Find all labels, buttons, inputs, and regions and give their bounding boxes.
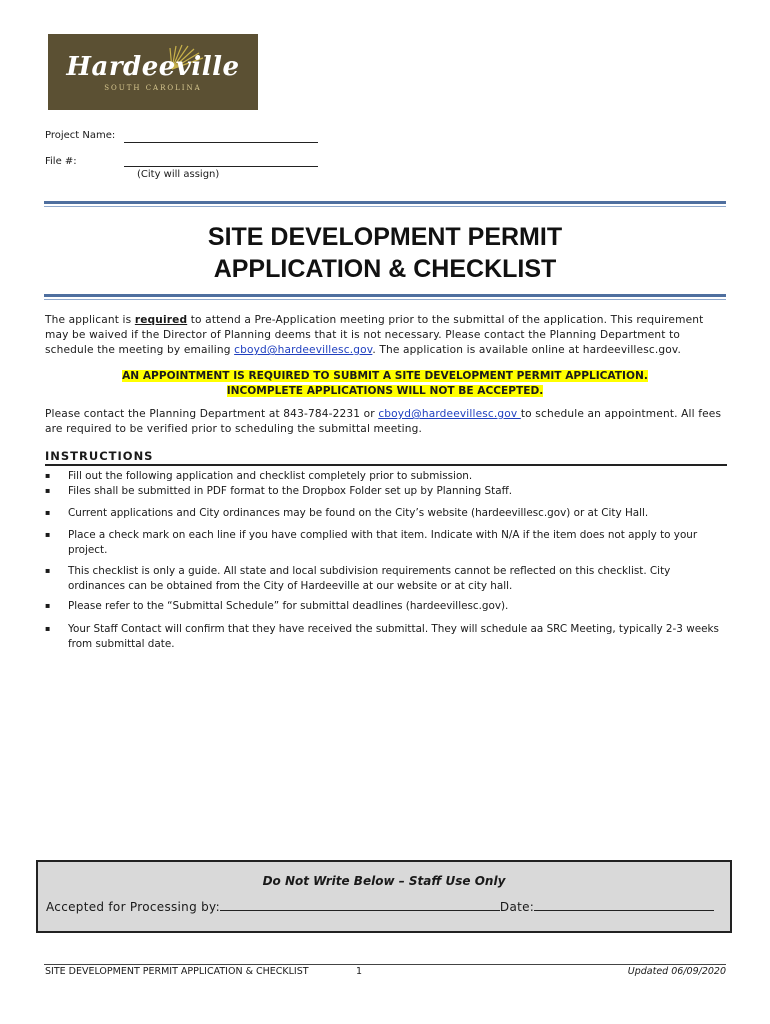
instruction-text: Place a check mark on each line if you have complied with that item. Indicate with N/A if the item does not apply to your project. <box>68 529 698 556</box>
file-number-note: (City will assign) <box>137 169 220 180</box>
bullet-icon: ▪ <box>45 566 51 575</box>
notice-line-1: AN APPOINTMENT IS REQUIRED TO SUBMIT A SITE DEVELOPMENT PERMIT APPLICATION. <box>122 370 648 382</box>
staff-use-title: Do Not Write Below – Staff Use Only <box>262 874 506 888</box>
middle-rule <box>44 294 726 297</box>
bullet-icon: ▪ <box>45 601 51 610</box>
page-title-line-2: APPLICATION & CHECKLIST <box>213 255 557 283</box>
bullet-icon: ▪ <box>45 624 51 633</box>
contact-text-a: Please contact the Planning Department at 843-784-2231 or <box>45 408 379 420</box>
instruction-text: Files shall be submitted in PDF format to the Dropbox Folder set up by Planning Staff. <box>68 485 513 497</box>
bullet-icon: ▪ <box>45 471 51 480</box>
intro-required: required <box>134 314 188 326</box>
staff-use-row <box>46 898 714 914</box>
date-label: Date: <box>499 900 535 914</box>
intro-paragraph <box>45 313 725 358</box>
date-field[interactable] <box>534 898 714 911</box>
instruction-text: This checklist is only a guide. All state and local subdivision requirements cannot be reflected on this checklist. City ordinances can be obtained from the City of Hardeeville at our website or at city hall. <box>68 565 671 592</box>
notice-line-2: INCOMPLETE APPLICATIONS WILL NOT BE ACCEPTED. <box>226 385 544 397</box>
instruction-text: Please refer to the “Submittal Schedule” for submittal deadlines (hardeevillesc.gov). <box>68 600 509 612</box>
footer-rule <box>44 964 726 965</box>
project-name-label: Project Name: <box>45 130 116 141</box>
file-number-field[interactable] <box>124 166 318 167</box>
intro-text-a: The applicant is <box>45 314 135 326</box>
instructions-heading: INSTRUCTIONS <box>45 449 727 466</box>
file-number-label: File #: <box>45 156 77 167</box>
instruction-text: Your Staff Contact will confirm that they have received the submittal. They will schedule aa SRC Meeting, typically 2-3 weeks from submittal date. <box>68 623 719 650</box>
instruction-text: Fill out the following application and checklist completely prior to submission. <box>68 470 473 482</box>
intro-email-link[interactable]: cboyd@hardeevillesc.gov <box>234 344 373 356</box>
footer-updated-date: Updated 06/09/2020 <box>627 966 726 977</box>
instruction-text: Current applications and City ordinances may be found on the City’s website (hardeevillesc.gov) or at City Hall. <box>68 507 649 519</box>
contact-paragraph <box>45 407 725 437</box>
page-number: 1 <box>356 966 363 977</box>
intro-text-c: . The application is available online at hardeevillesc.gov. <box>372 344 681 356</box>
bullet-icon: ▪ <box>45 486 51 495</box>
logo-wordmark: Hardeeville <box>66 52 240 82</box>
accepted-by-field[interactable] <box>220 898 500 911</box>
accepted-by-label: Accepted for Processing by: <box>46 900 220 914</box>
appointment-notice <box>44 369 726 399</box>
project-name-field[interactable] <box>124 142 318 143</box>
footer-title: SITE DEVELOPMENT PERMIT APPLICATION & CHECKLIST <box>45 966 309 977</box>
bullet-icon: ▪ <box>45 530 51 539</box>
bullet-icon: ▪ <box>45 508 51 517</box>
middle-rule-thin <box>44 299 726 300</box>
top-rule-thin <box>44 206 726 207</box>
logo-subtitle: SOUTH CAROLINA <box>104 84 202 92</box>
staff-use-box <box>36 860 732 933</box>
page-title-line-1: SITE DEVELOPMENT PERMIT <box>207 223 563 251</box>
hardeeville-logo <box>48 34 258 110</box>
contact-email-link[interactable]: cboyd@hardeevillesc.gov <box>378 408 521 420</box>
contact-text-b: to schedule an appointment. All fees are required to be verified prior to scheduling the submittal meeting. <box>45 408 722 435</box>
top-rule <box>44 201 726 204</box>
intro-text-b: to attend a Pre-Application meeting prior to the submittal of the application. This requirement may be waived if the Director of Planning deems that it is not necessary. Please contact the Planning Department to schedule the meeting by emailing <box>45 314 704 356</box>
